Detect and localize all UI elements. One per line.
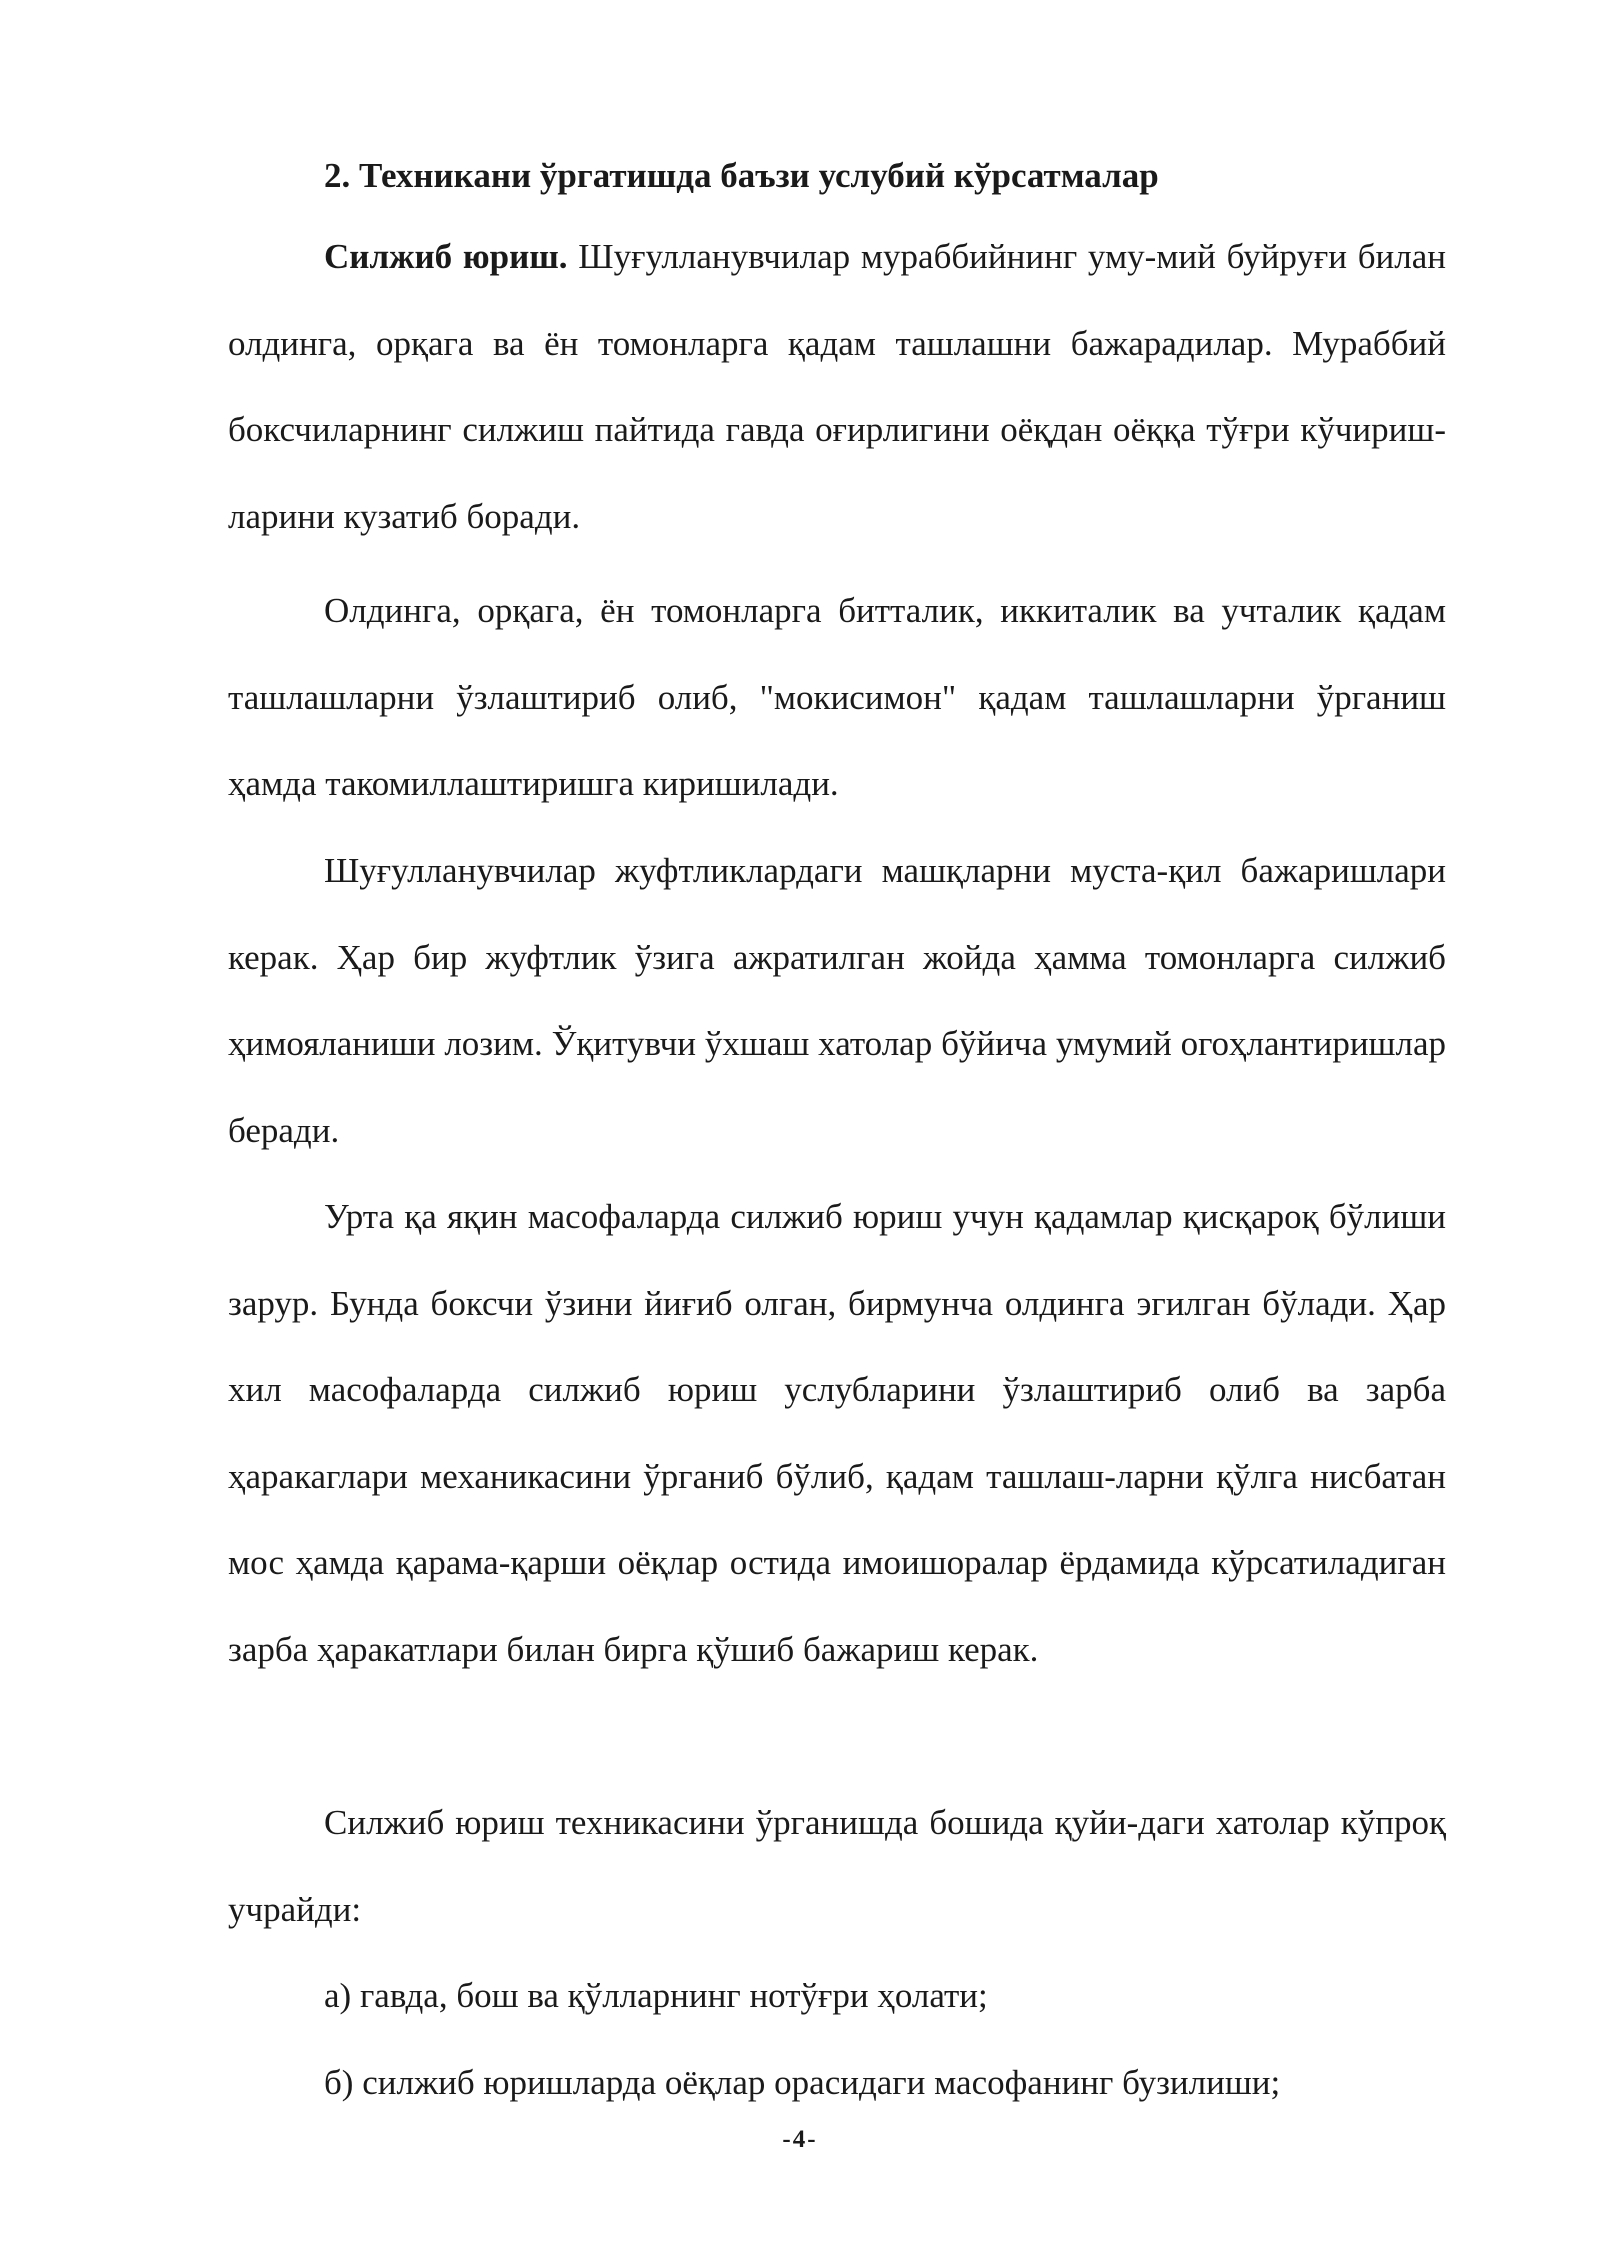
paragraph-5: Силжиб юриш техникасини ўрганишда бошида қуйи-даги хатолар кўпроқ учрайди: xyxy=(228,1803,1446,1929)
paragraph-3: Шуғулланувчилар жуфтликлардаги машқларни муста-қил бажаришлари керак. Ҳар бир жуфтлик ўзига ажратилган жойда ҳамма томонларга силжиб ҳимояланиши лозим. Ўқитувчи ўхшаш хатолар бўйича умумий огоҳлантиришлар беради. xyxy=(228,851,1446,1150)
paragraph-1 xyxy=(228,214,1446,560)
page-number: -4- xyxy=(782,2126,818,2153)
paragraph-2: Олдинга, орқага, ён томонларга битталик, иккиталик ва учталик қадам ташлашларни ўзлаштириб олиб, "мокисимон" қадам ташлашларни ўрганиш ҳамда такомиллаштиришга киришилади. xyxy=(228,591,1446,803)
section-heading: 2. Техникани ўргатишда баъзи услубий кўрсатмалар xyxy=(324,156,1159,195)
list-item: а) гавда, бош ва қўлларнинг нотўғри ҳолати; xyxy=(324,1976,988,2015)
list-item: б) силжиб юришларда оёқлар орасидаги масофанинг бузилиши; xyxy=(324,2063,1281,2102)
paragraph-4: Урта қа яқин масофаларда силжиб юриш учун қадамлар қисқароқ бўлиши зарур. Бунда боксчи ўзини йиғиб олган, бирмунча олдинга эгилган бўлади. Ҳар хил масофаларда силжиб юриш услубларини ўзлаштириб олиб ва зарба ҳаракаглари механикасини ўрганиб бўлиб, қадам ташлаш-ларни қўлга нисбатан мос ҳамда қарама-қарши оёқлар остида имоишоралар ёрдамида кўрсатиладиган зарба ҳаракатлари билан бирга қўшиб бажариш керак. xyxy=(228,1197,1446,1669)
paragraph-lead: Силжиб юриш. xyxy=(324,237,568,276)
paragraph-text: Шуғулланувчилар мураббийнинг уму-мий буйруғи билан олдинга, орқага ва ён томонларга қадам ташлашни бажарадилар. Мураббий боксчиларнинг силжиш пайтида гавда оғирлигини оёқдан оёққа тўғри кўчириш-ларини кузатиб боради. xyxy=(228,237,1446,536)
